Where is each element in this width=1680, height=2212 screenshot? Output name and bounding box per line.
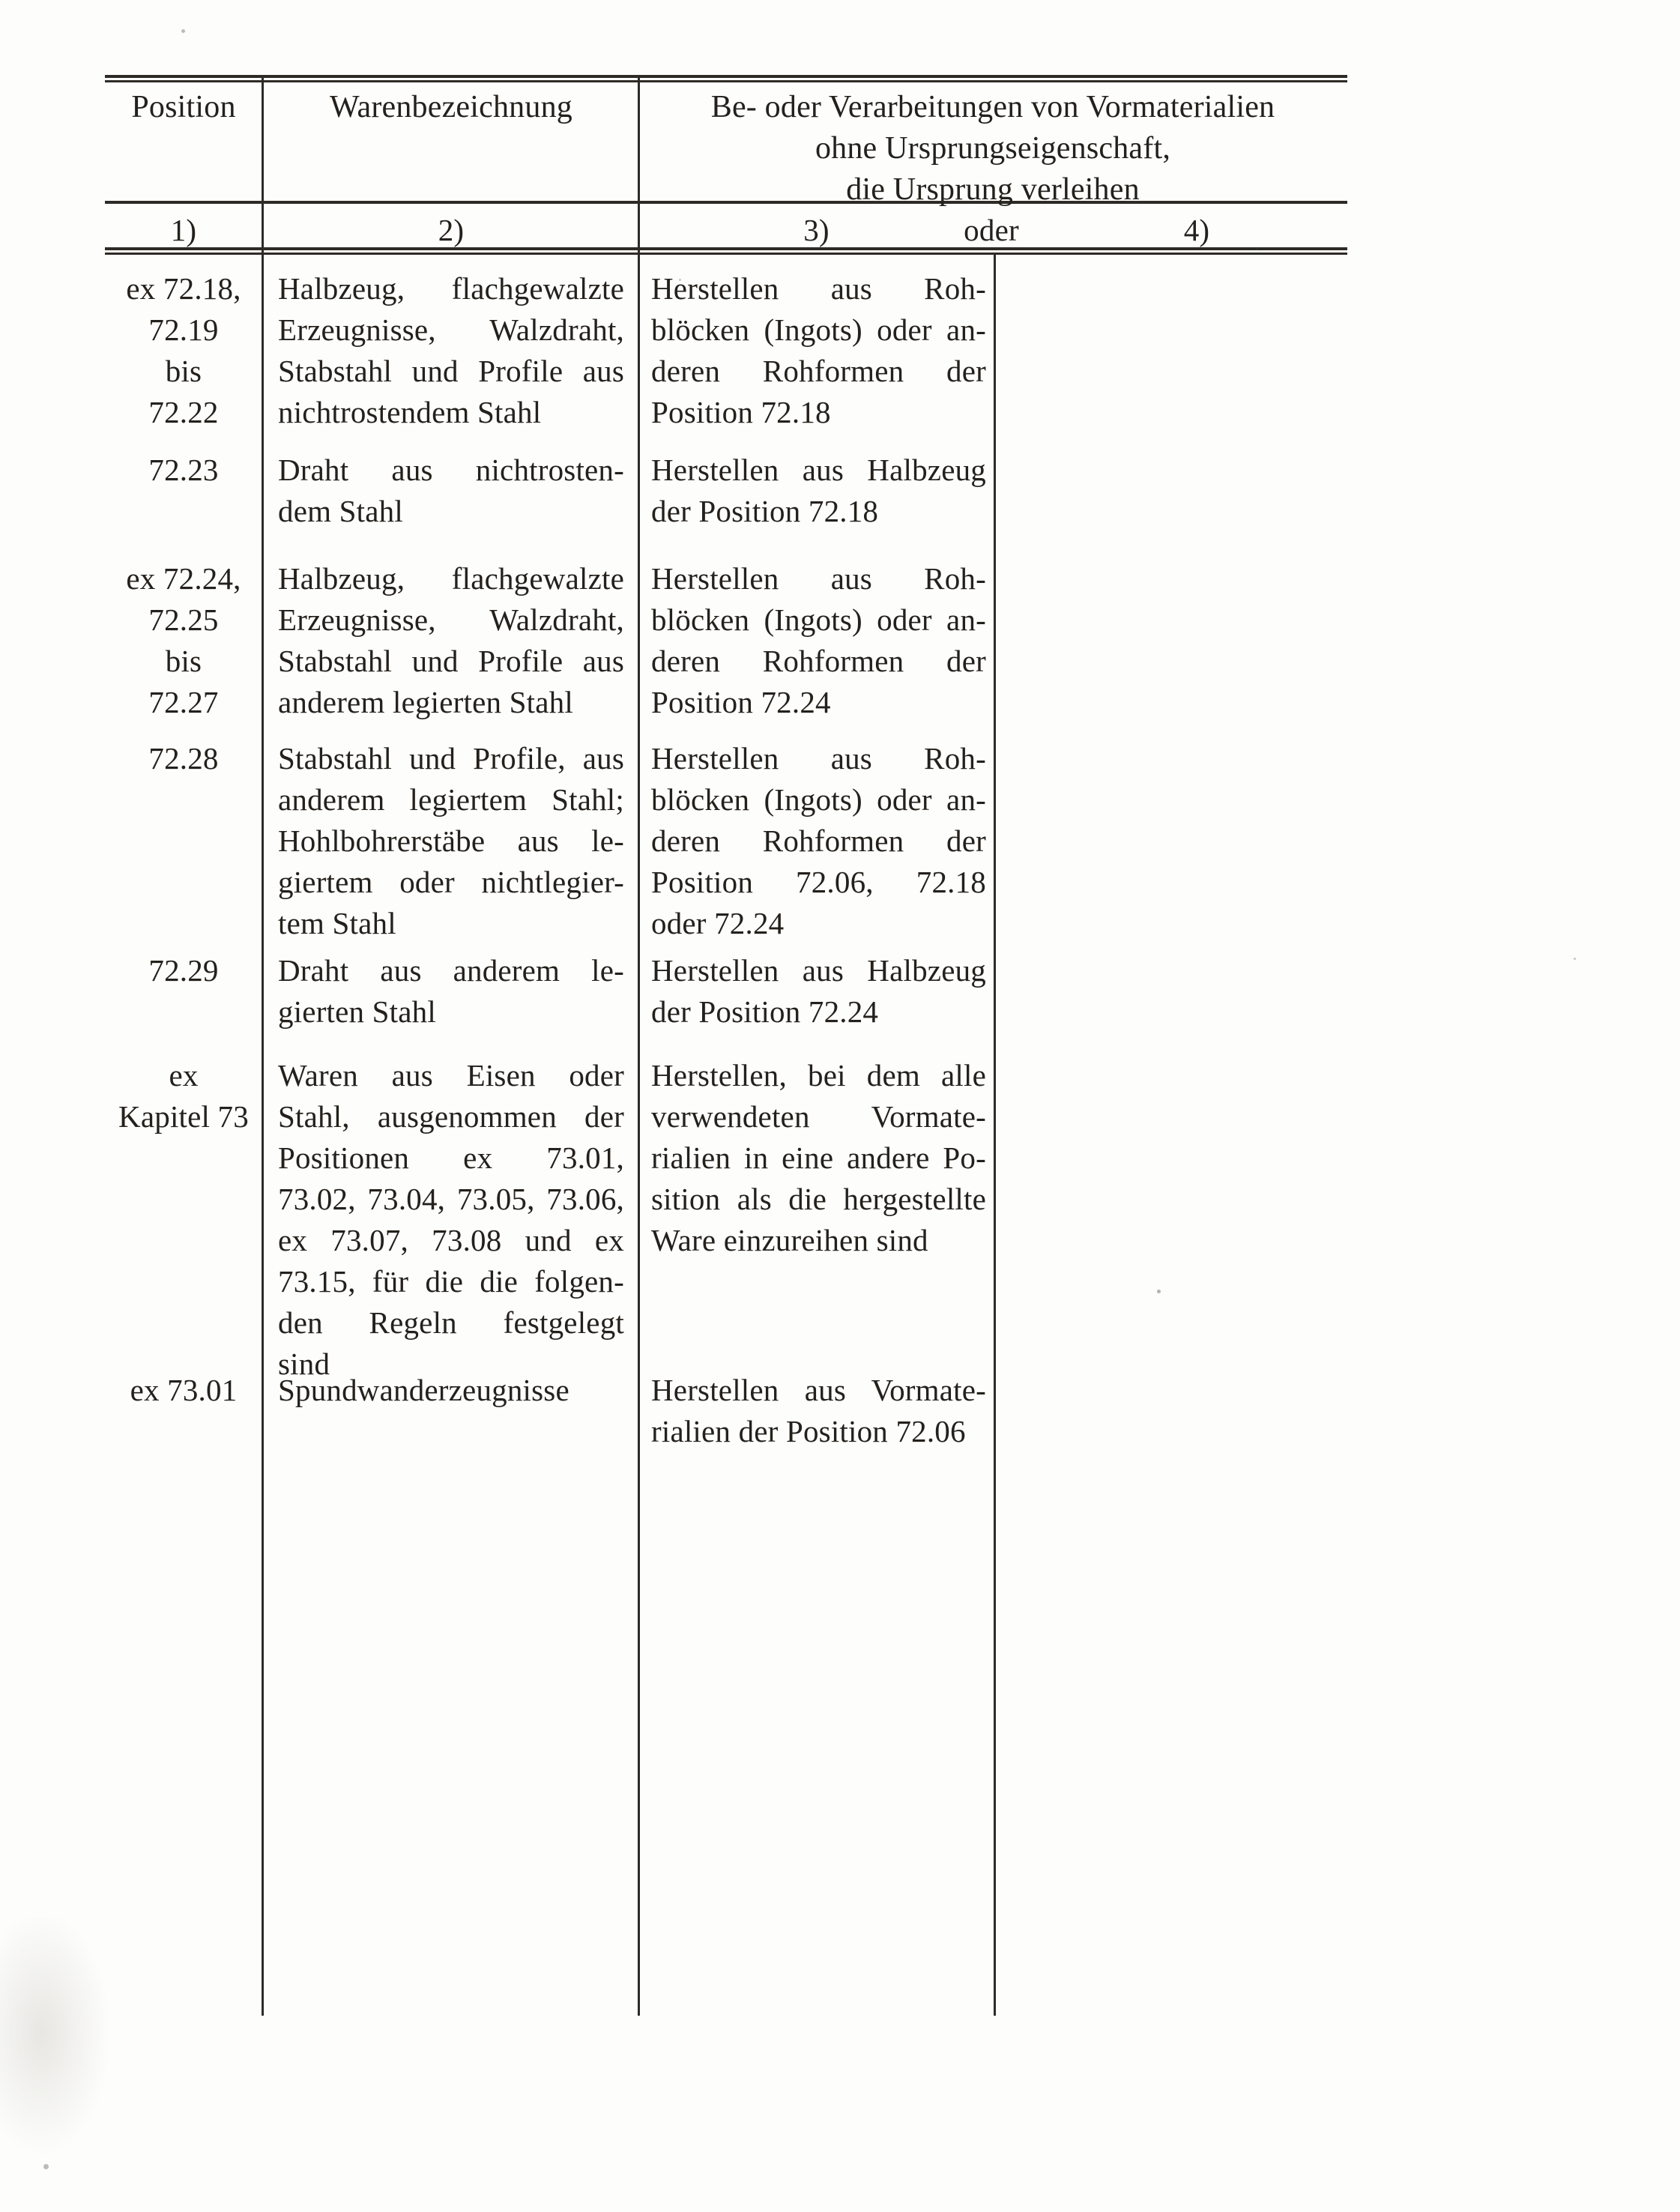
header-line: ohne Ursprungseigenschaft, (815, 131, 1171, 166)
text-line: deren Rohformen der (651, 644, 986, 678)
scan-smudge (0, 1918, 120, 2173)
row4-position-cell (105, 738, 262, 779)
subheader-oder (939, 210, 1044, 251)
header-label: Position (131, 90, 236, 124)
text-line: der Position 72.18 (651, 494, 879, 528)
text-line: ex 72.18, (126, 271, 241, 306)
text-line: 72.25 (148, 602, 219, 637)
text-line: Position 72.24 (651, 685, 831, 719)
text-line: Waren aus Eisen oder (278, 1058, 624, 1093)
header-cell-verarbeitungen (639, 87, 1347, 211)
text-line: Draht aus nichtrosten- (278, 453, 624, 487)
text-line: oder 72.24 (651, 906, 785, 940)
text-line: verwendeten Vormate- (651, 1099, 986, 1134)
text-line: 72.19 (148, 312, 219, 347)
subheader-label: 1) (170, 213, 197, 247)
text-line: Draht aus anderem le- (278, 953, 624, 988)
text-line: bis (165, 354, 202, 388)
text-line: 72.23 (148, 453, 219, 487)
text-line: Hohlbohrerstäbe aus le- (278, 824, 624, 858)
text-line: Positionen ex 73.01, (278, 1140, 624, 1175)
subheader-col4 (1032, 210, 1362, 251)
text-line: Spundwanderzeugnisse (278, 1373, 569, 1407)
row6-process-cell (651, 1055, 986, 1261)
text-line: 72.22 (148, 395, 219, 429)
text-line: Herstellen aus Halbzeug (651, 453, 986, 487)
text-line: 72.28 (148, 741, 219, 776)
text-line: ex 73.07, 73.08 und ex (278, 1223, 624, 1257)
text-line: der Position 72.24 (651, 994, 879, 1029)
text-line: giertem oder nichtlegier- (278, 865, 624, 899)
text-line: Kapitel 73 (118, 1099, 249, 1134)
text-line: Herstellen aus Roh- (651, 271, 986, 306)
text-line: ex 73.01 (130, 1373, 238, 1407)
row5-description-cell (278, 950, 624, 1033)
row3-process-cell (651, 558, 986, 723)
row6-description-cell (278, 1055, 624, 1385)
header-label: Warenbezeichnung (330, 90, 572, 124)
table-top-rule (105, 75, 1347, 82)
text-line: Halbzeug, flachgewalzte (278, 271, 624, 306)
text-line: Herstellen aus Vormate- (651, 1373, 986, 1407)
text-line: 72.29 (148, 953, 219, 988)
column-divider-3 (994, 255, 996, 2016)
text-line: 72.27 (148, 685, 219, 719)
row7-position-cell (105, 1370, 262, 1411)
text-line: 73.02, 73.04, 73.05, 73.06, (278, 1182, 624, 1216)
text-line: ex 72.24, (126, 561, 241, 596)
text-line: anderem legierten Stahl (278, 685, 573, 719)
text-line: gierten Stahl (278, 994, 436, 1029)
subheader-label: 4) (1183, 213, 1210, 247)
text-line: Herstellen aus Roh- (651, 561, 986, 596)
header-line: die Ursprung verleihen (846, 172, 1140, 207)
subheader-col1 (105, 210, 262, 251)
row7-process-cell (651, 1370, 986, 1452)
row2-description-cell (278, 450, 624, 532)
row1-position-cell (105, 268, 262, 433)
subheader-label: oder (964, 213, 1019, 247)
subheader-col2 (278, 210, 624, 251)
text-line: deren Rohformen der (651, 354, 986, 388)
subheader-label: 3) (803, 213, 830, 247)
text-line: Ware einzureihen sind (651, 1223, 928, 1257)
row3-position-cell (105, 558, 262, 723)
text-line: ex (169, 1058, 199, 1093)
header-cell-warenbezeichnung (278, 87, 624, 128)
text-line: blöcken (Ingots) oder an- (651, 602, 986, 637)
text-line: Stabstahl und Profile aus (278, 354, 624, 388)
row4-process-cell (651, 738, 986, 944)
text-line: rialien in eine andere Po- (651, 1140, 986, 1175)
text-line: Erzeugnisse, Walzdraht, (278, 602, 624, 637)
header-cell-position (105, 87, 262, 128)
text-line: Halbzeug, flachgewalzte (278, 561, 624, 596)
text-line: Herstellen aus Halbzeug (651, 953, 986, 988)
row6-position-cell (105, 1055, 262, 1137)
text-line: blöcken (Ingots) oder an- (651, 782, 986, 817)
column-divider-2 (638, 75, 640, 2016)
text-line: rialien der Position 72.06 (651, 1414, 966, 1448)
text-line: tem Stahl (278, 906, 396, 940)
subheader-label: 2) (438, 213, 465, 247)
text-line: Position 72.18 (651, 395, 831, 429)
row3-description-cell (278, 558, 624, 723)
row2-process-cell (651, 450, 986, 532)
text-line: deren Rohformen der (651, 824, 986, 858)
text-line: bis (165, 644, 202, 678)
row5-process-cell (651, 950, 986, 1033)
text-line: den Regeln festgelegt (278, 1305, 624, 1340)
text-line: Position 72.06, 72.18 (651, 865, 986, 899)
header-line: Be- oder Verarbeitungen von Vormaterialien (710, 90, 1275, 124)
row2-position-cell (105, 450, 262, 491)
text-line: dem Stahl (278, 494, 403, 528)
row1-description-cell (278, 268, 624, 433)
row1-process-cell (651, 268, 986, 433)
scan-specks (0, 0, 2, 2)
text-line: Stahl, ausgenommen der (278, 1099, 624, 1134)
text-line: Stabstahl und Profile aus (278, 644, 624, 678)
text-line: 73.15, für die die folgen- (278, 1264, 624, 1299)
text-line: anderem legiertem Stahl; (278, 782, 624, 817)
text-line: sind (278, 1347, 330, 1381)
row4-description-cell (278, 738, 624, 944)
row7-description-cell (278, 1370, 624, 1411)
text-line: blöcken (Ingots) oder an- (651, 312, 986, 347)
text-line: nichtrostendem Stahl (278, 395, 542, 429)
text-line: Stabstahl und Profile, aus (278, 741, 624, 776)
text-line: Erzeugnisse, Walzdraht, (278, 312, 624, 347)
row5-position-cell (105, 950, 262, 991)
text-line: sition als die hergestellte (651, 1182, 986, 1216)
text-line: Herstellen aus Roh- (651, 741, 986, 776)
text-line: Herstellen, bei dem alle (651, 1058, 986, 1093)
